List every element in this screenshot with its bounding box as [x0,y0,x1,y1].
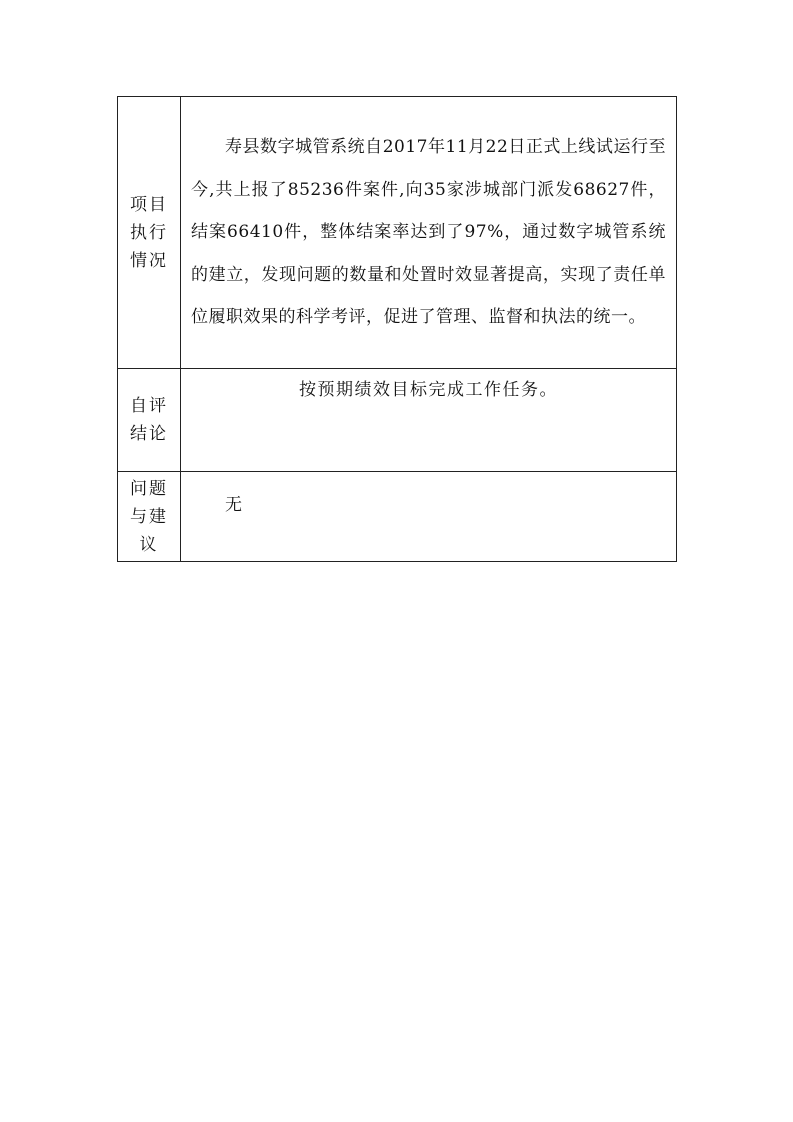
project-execution-content-cell [181,97,677,369]
table-row-issues-suggestions [118,472,677,562]
issues-suggestions-content-cell [181,472,677,562]
issues-suggestions-label: 问题与建议 [130,478,168,555]
performance-evaluation-table [117,96,677,562]
row-label-cell [118,97,181,369]
table-row-project-execution [118,97,677,369]
table-row-self-evaluation [118,369,677,472]
project-execution-text: 寿县数字城管系统自2017年11月22日正式上线试运行至今,共上报了85236件案件,向35家涉城部门派发68627件，结案66410件，整体结案率达到了97%，通过数字城管系统的建立，发现问题的数量和处置时效显著提高，实现了责任单位履职效果的科学考评，促进了管理、监督和执法的统一。 [191,137,666,328]
row-label-cell [118,472,181,562]
issues-suggestions-text: 无 [225,495,242,515]
row-label-cell [118,369,181,472]
self-evaluation-content-cell [181,369,677,472]
self-evaluation-label: 自评结论 [130,396,168,444]
project-execution-label: 项目执行情况 [130,194,168,271]
self-evaluation-text: 按预期绩效目标完成工作任务。 [299,380,558,400]
